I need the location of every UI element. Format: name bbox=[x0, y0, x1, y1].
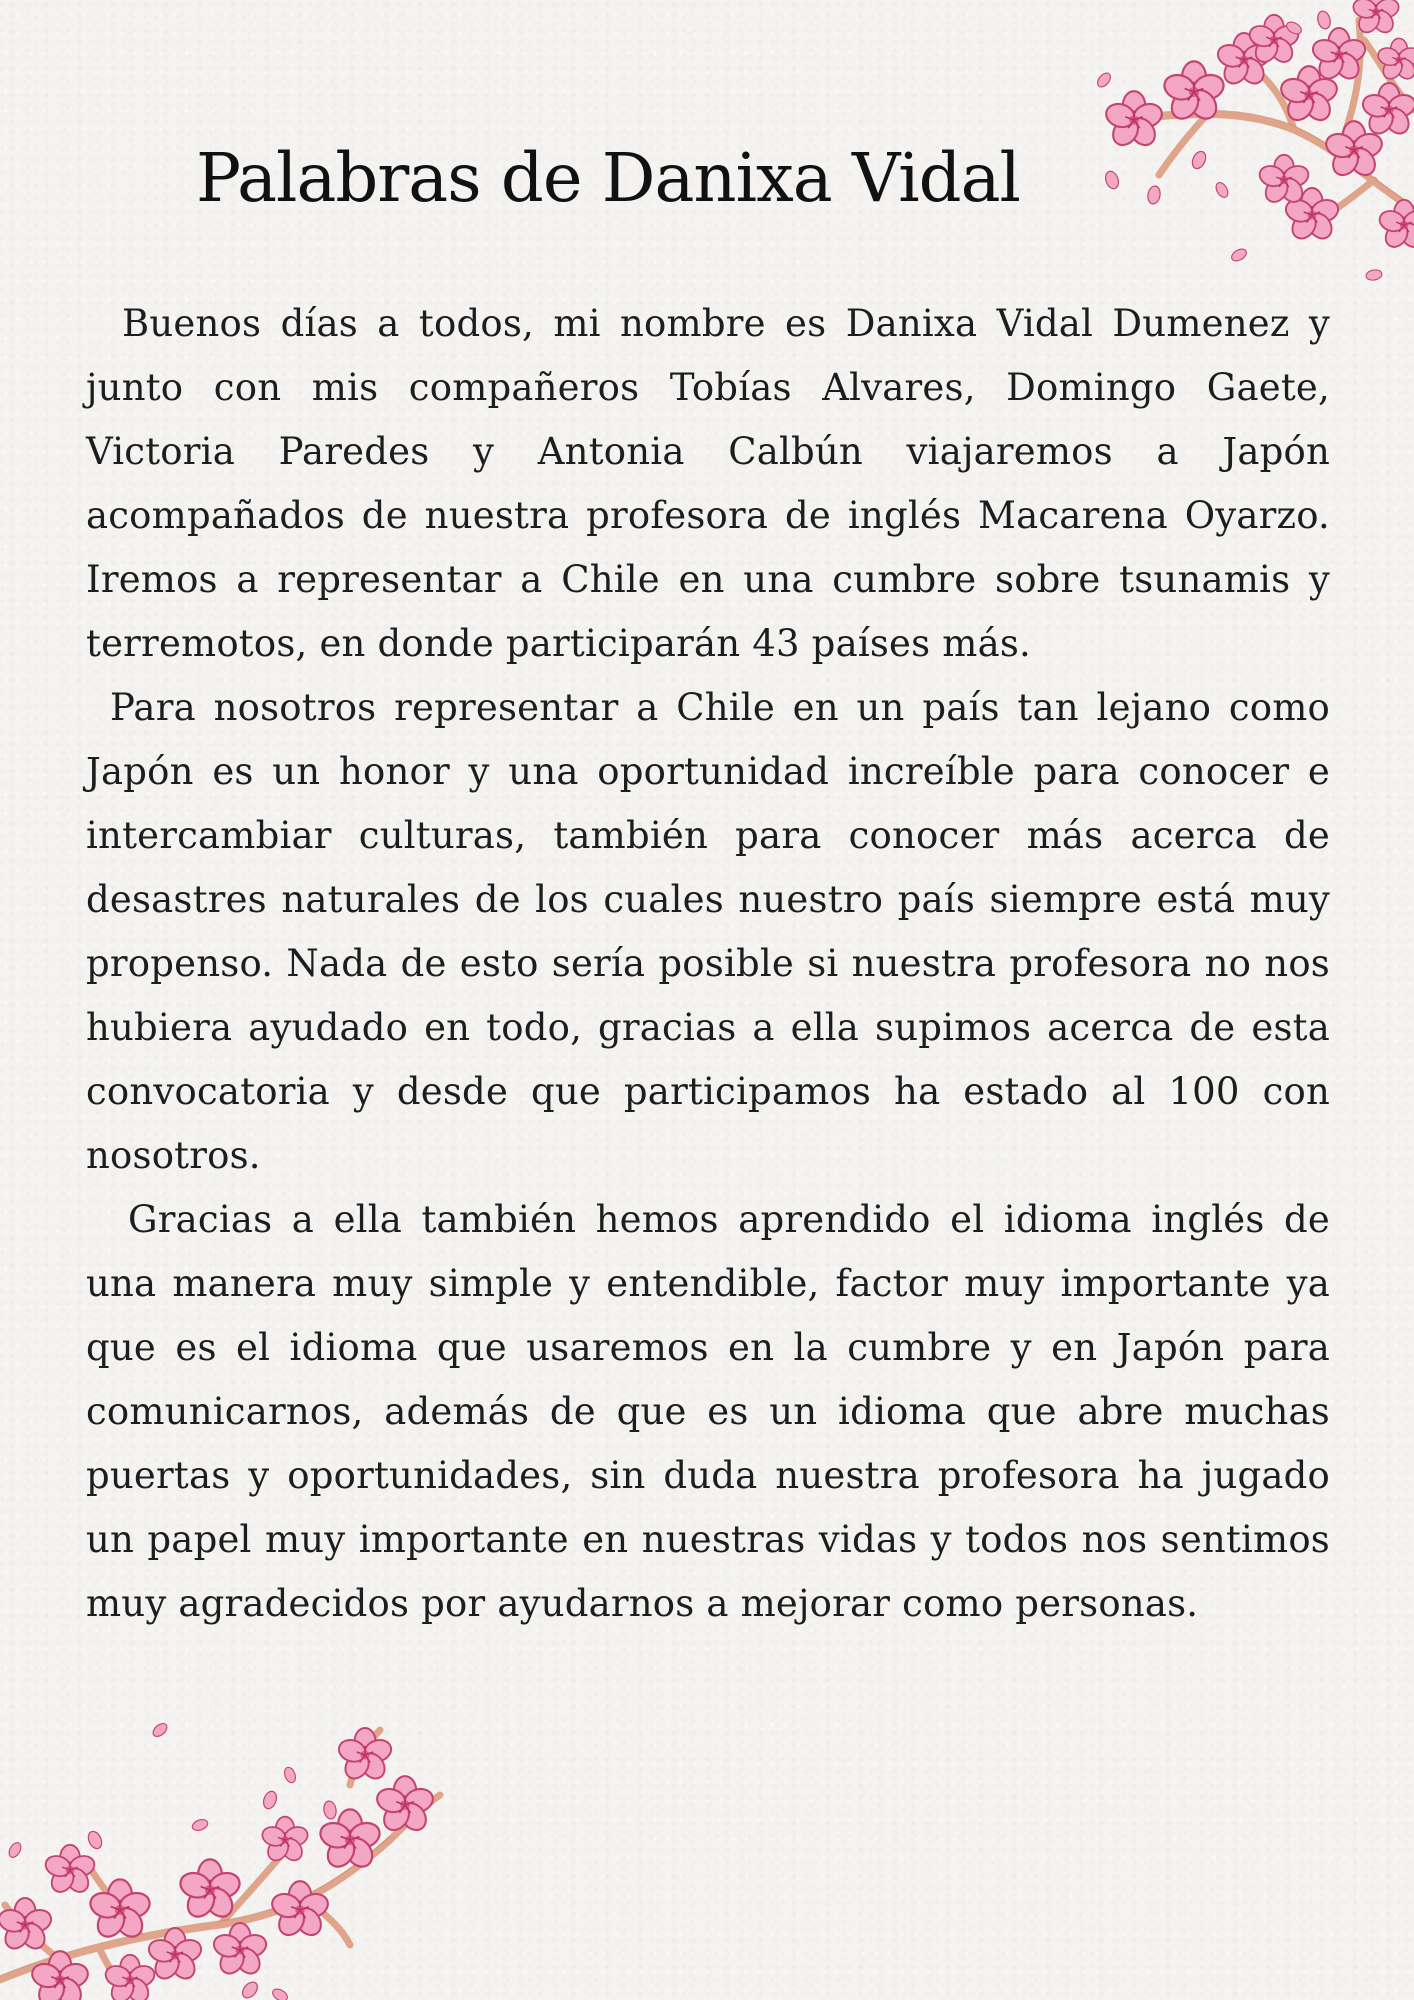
paragraph-1: Buenos días a todos, mi nombre es Danixa Vidal Dumenez y junto con mis compañeros Tobías Alvares, Domingo Gaete, Victoria Paredes y Antonia Calbún viajaremos a Japón acompañados de nuestra profesora de inglés Macarena Oyarzo. Iremos a representar a Chile en una cumbre sobre tsunamis y terremotos, en donde participarán 43 países más. bbox=[86, 302, 1330, 665]
cherry-blossom-top-right bbox=[994, 0, 1414, 300]
paragraph-3: Gracias a ella también hemos aprendido el idioma inglés de una manera muy simple y entendible, factor muy importante ya que es el idioma que usaremos en la cumbre y en Japón para comunicarnos, además de que es un idioma que abre muchas puertas y oportunidades, sin duda nuestra profesora ha jugado un papel muy importante en nuestras vidas y todos nos sentimos muy agradecidos por ayudarnos a mejorar como personas. bbox=[86, 1198, 1330, 1625]
paragraph-2: Para nosotros representar a Chile en un país tan lejano como Japón es un honor y una oportunidad increíble para conocer e intercambiar culturas, también para conocer más acerca de desastres naturales de los cuales nuestro país siempre está muy propenso. Nada de esto sería posible si nuestra profesora no nos hubiera ayudado en todo, gracias a ella supimos acerca de esta convocatoria y desde que participamos ha estado al 100 con nosotros. bbox=[86, 686, 1330, 1177]
document-body bbox=[86, 292, 1330, 1636]
cherry-blossom-bottom-left bbox=[0, 1710, 470, 2000]
document-title: Palabras de Danixa Vidal bbox=[196, 139, 1020, 217]
